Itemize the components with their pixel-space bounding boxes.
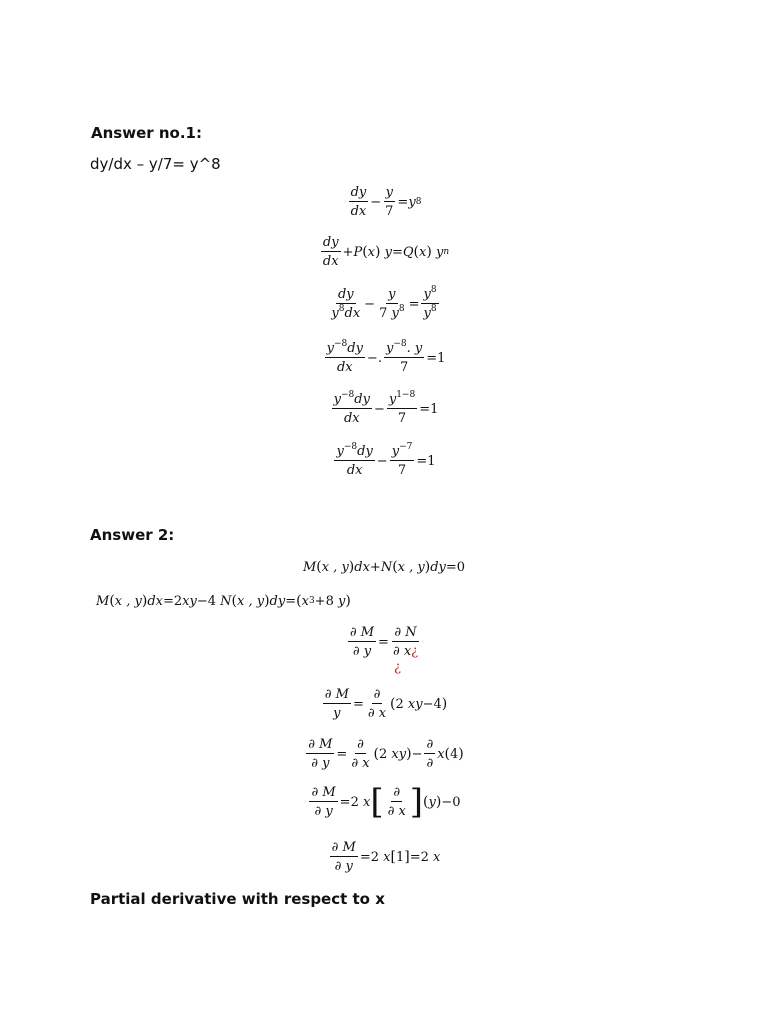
equation-13: $\frac{\partial M}{\partial y}$ =2 x [ 1 ] =2 x: [331, 840, 441, 874]
inverted-question-mark-artifact: ¿: [394, 660, 401, 675]
equation-4: $\frac{y^{-8}dy}{dx}$ −. $\frac{y^{-8}. y}{7}$ =1: [326, 339, 446, 375]
equation-1: $\frac{dy}{dx}$ − $\frac{y}{7}$ = y 8: [350, 185, 422, 219]
equation-6: $\frac{y^{-8}dy}{dx}$ − $\frac{y^{-7}}{7}$ =1: [336, 442, 436, 478]
answer-1-heading: Answer no.1:: [91, 124, 202, 142]
answer-1-statement: dy/dx – y/7= y^8: [90, 155, 221, 173]
equation-7: M ( x , y ) dx + N ( x , y ) dy =0: [302, 559, 466, 575]
equation-5: $\frac{y^{-8}dy}{dx}$ − $\frac{y^{1-8}}{7}$ =1: [333, 390, 439, 426]
answer-2-heading: Answer 2:: [90, 526, 175, 544]
partial-derivative-heading: Partial derivative with respect to x: [90, 890, 385, 908]
equation-11: $\frac{\partial M}{\partial y}$ = $\frac{\partial}{\partial x}$ ( 2 xy ) − $\frac{\partial}{\partial}$ x ( 4 ): [308, 737, 464, 771]
equation-3: $\frac{dy}{y^8dx}$ − $\frac{y}{7 y^8}$ = $\frac{y^8}{y^8}$: [331, 285, 437, 321]
equation-12: $\frac{\partial M}{\partial y}$ =2 x [ $\frac{\partial}{\partial x}$ ] ( y ) −0: [311, 782, 461, 822]
equation-8: M ( x , y ) dx =2 xy −4 N ( x , y ) dy = ( x 3 +8 y ): [96, 593, 351, 609]
equation-9: $\frac{\partial M}{\partial y}$ = $\frac{\partial N}{\partial x¿}$: [349, 625, 419, 659]
equation-2: $\frac{dy}{dx}$ + P ( x ) y = Q ( x ) y n: [322, 235, 450, 269]
equation-10: $\frac{\partial M}{y}$ = $\frac{\partial}{\partial x}$ ( 2 xy −4 ): [324, 687, 448, 721]
